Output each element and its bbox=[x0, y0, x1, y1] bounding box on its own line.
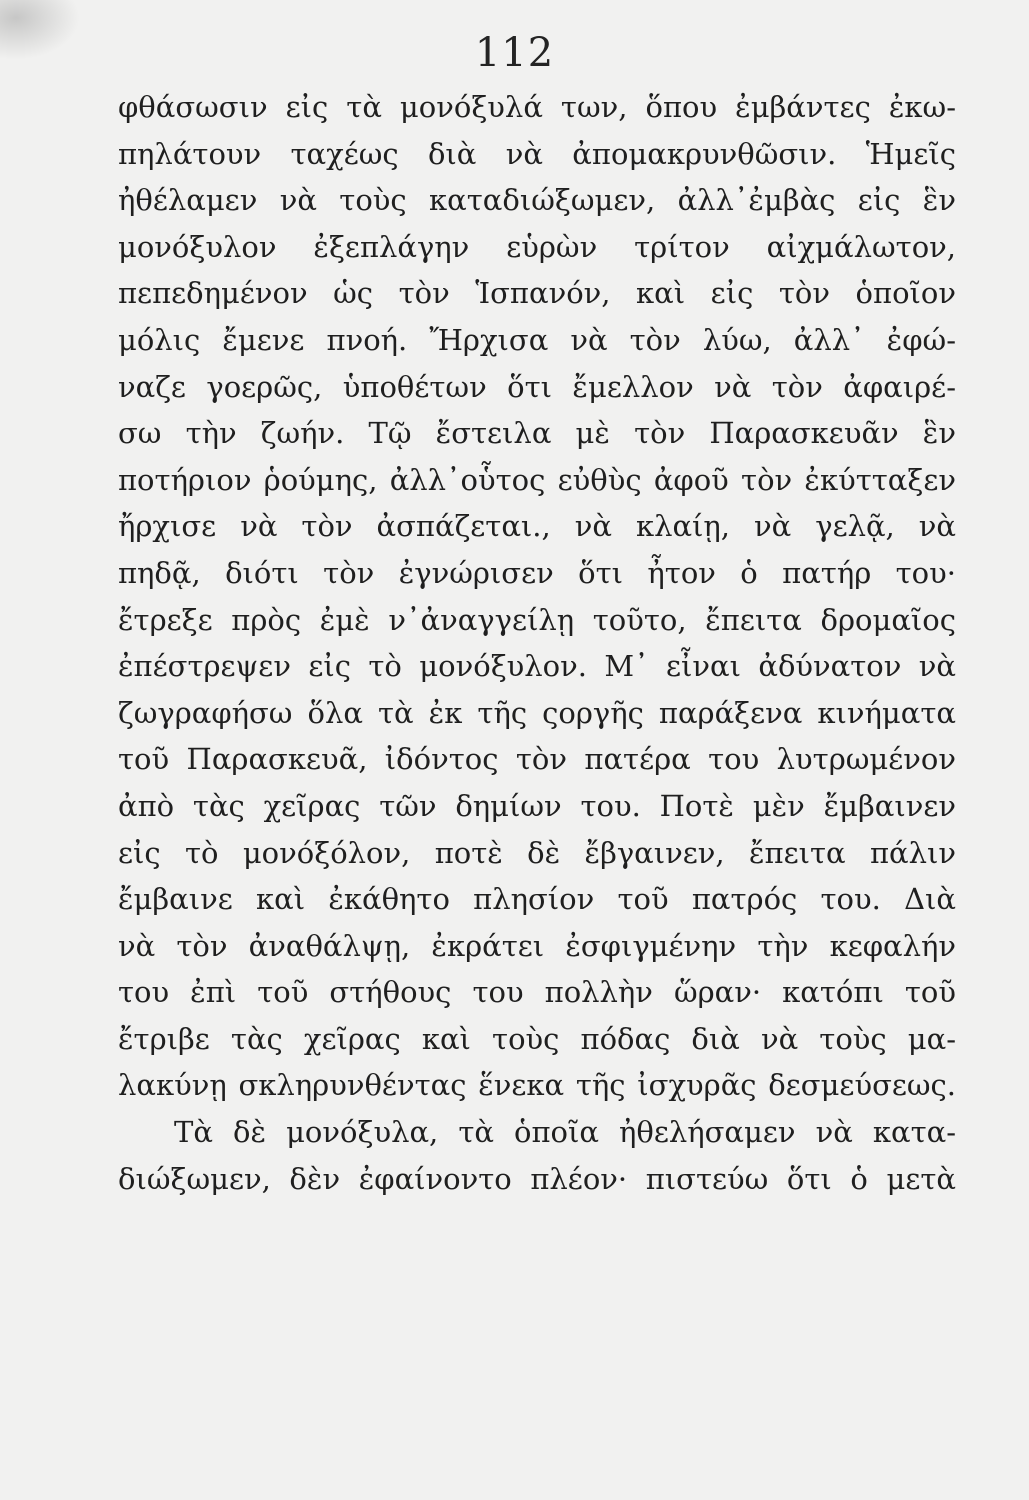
text-line: φθάσωσιν εἰς τὰ μονόξυλά των, ὅπου ἐμβάντες ἐκω- bbox=[118, 90, 956, 124]
text-line: ζωγραφήσω ὅλα τὰ ἐκ τῆς ςοργῆς παράξενα κινήματα bbox=[118, 695, 956, 730]
text-line: πηδᾷ, διότι τὸν ἐγνώρισεν ὅτι ἦτον ὁ πατήρ του· bbox=[118, 555, 956, 590]
paragraph-end-line: λακύνῃ σκληρυνθέντας ἕνεκα τῆς ἰσχυρᾶς δεσμεύσεως. bbox=[118, 1068, 956, 1103]
text-line: ἀπὸ τὰς χεῖρας τῶν δημίων του. Ποτὲ μὲν ἔμβαινεν bbox=[118, 788, 956, 823]
text-line: μόλις ἔμενε πνοή. Ἤρχισα νὰ τὸν λύω, ἀλλ᾽ ἐφώ- bbox=[118, 322, 956, 357]
text-line: πεπεδημένον ὡς τὸν Ἱσπανόν, καὶ εἰς τὸν ὁποῖον bbox=[118, 276, 956, 311]
text-line: ἐπέστρεψεν εἰς τὸ μονόξυλον. Μ᾽ εἶναι ἀδύνατον νὰ bbox=[118, 649, 956, 684]
text-line: ἤρχισε νὰ τὸν ἀσπάζεται., νὰ κλαίῃ, νὰ γελᾷ, νὰ bbox=[118, 509, 956, 544]
page-number: 112 bbox=[474, 30, 555, 76]
text-line: διώξωμεν, δὲν ἐφαίνοντο πλέον· πιστεύω ὅτι ὁ μετὰ bbox=[118, 1161, 956, 1196]
text-line: ποτήριον ῥούμης, ἀλλ᾽οὗτος εὐθὺς ἀφοῦ τὸν ἐκύτταξεν bbox=[118, 462, 956, 497]
text-line: νὰ τὸν ἀναθάλψῃ, ἐκράτει ἐσφιγμένην τὴν κεφαλήν bbox=[118, 928, 956, 963]
text-line: μονόξυλον ἐξεπλάγην εὑρὼν τρίτον αἰχμάλωτον, bbox=[118, 229, 956, 264]
text-line: ναζε γοερῶς, ὑποθέτων ὅτι ἔμελλον νὰ τὸν ἀφαιρέ- bbox=[118, 369, 956, 404]
paragraph-start-line: Τὰ δὲ μονόξυλα, τὰ ὁποῖα ἠθελήσαμεν νὰ κατα- bbox=[174, 1115, 956, 1150]
text-line: ἔτρεξε πρὸς ἐμὲ ν᾽ἀναγγείλῃ τοῦτο, ἔπειτα δρομαῖος bbox=[118, 602, 956, 637]
text-line: τοῦ Παρασκευᾶ, ἰδόντος τὸν πατέρα του λυτρωμένον bbox=[118, 742, 956, 777]
text-line: του ἐπὶ τοῦ στήθους του πολλὴν ὥραν· κατόπι τοῦ bbox=[118, 975, 956, 1010]
text-line: ἠθέλαμεν νὰ τοὺς καταδιώξωμεν, ἀλλ᾽ἐμβὰς εἰς ἓν bbox=[118, 183, 956, 218]
text-line: ἔμβαινε καὶ ἐκάθητο πλησίον τοῦ πατρός του. Διὰ bbox=[118, 882, 956, 917]
text-line: πηλάτουν ταχέως διὰ νὰ ἀπομακρυνθῶσιν. Ἡμεῖς bbox=[118, 136, 956, 171]
text-line: εἰς τὸ μονόξόλον, ποτὲ δὲ ἔβγαινεν, ἔπειτα πάλιν bbox=[118, 835, 956, 870]
text-line: σω τὴν ζωήν. Τῷ ἔστειλα μὲ τὸν Παρασκευᾶν ἓν bbox=[118, 416, 956, 451]
text-line: ἔτριβε τὰς χεῖρας καὶ τοὺς πόδας διὰ νὰ τοὺς μα- bbox=[118, 1021, 956, 1056]
body-text bbox=[118, 84, 956, 1202]
